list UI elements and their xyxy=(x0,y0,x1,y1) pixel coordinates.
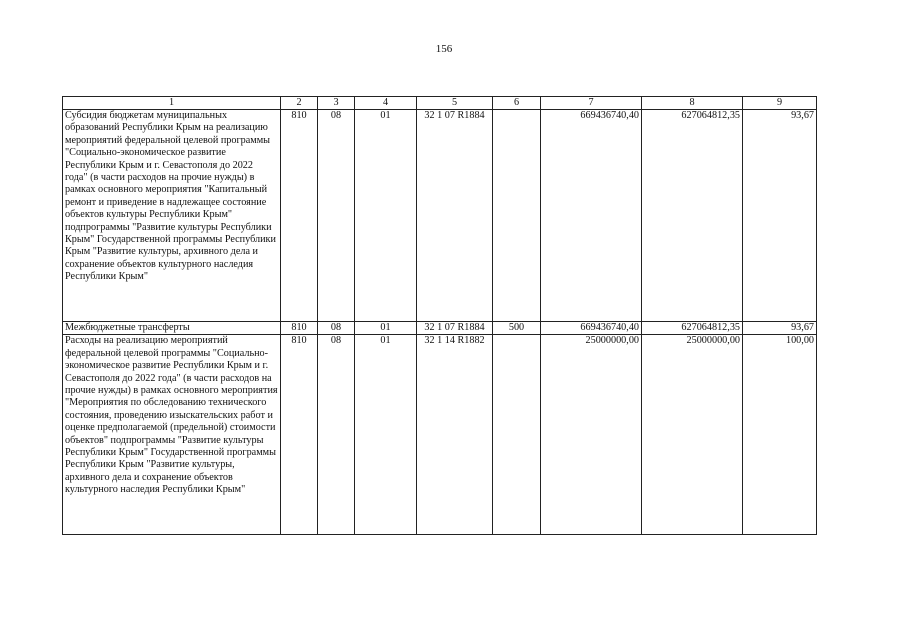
cell-target-article: 32 1 07 R1884 xyxy=(417,110,493,322)
cell-subsection: 01 xyxy=(355,335,417,535)
cell-ministry: 810 xyxy=(281,110,318,322)
col-header-6: 6 xyxy=(493,97,541,110)
row-name: Межбюджетные трансферты xyxy=(63,322,281,335)
cell-col8: 627064812,35 xyxy=(642,110,743,322)
cell-col8: 25000000,00 xyxy=(642,335,743,535)
col-header-9: 9 xyxy=(743,97,817,110)
table-row xyxy=(63,322,817,335)
cell-ministry: 810 xyxy=(281,335,318,535)
cell-percent: 93,67 xyxy=(743,322,817,335)
col-header-8: 8 xyxy=(642,97,743,110)
cell-percent: 100,00 xyxy=(743,335,817,535)
table-row xyxy=(63,335,817,535)
cell-col7: 669436740,40 xyxy=(541,322,642,335)
page-number: 156 xyxy=(435,43,453,55)
cell-col7: 25000000,00 xyxy=(541,335,642,535)
cell-expense-type xyxy=(493,335,541,535)
header-row xyxy=(63,97,817,110)
row-name: Расходы на реализацию мероприятий федеральной целевой программы "Социально-экономическое развитие Республики Крым и г. Севастополя до 2022 года" (в части расходов на прочие нужды) в рамках основного мероприятия "Мероприятия по обследованию технического состояния, проведению изыскательских работ и оценке предполагаемой (предельной) стоимости объектов" подпрограммы "Развитие культуры Республики Крым" Государственной программы Республики Крым "Развитие культуры, архивного дела и сохранение объектов культурного наследия Республики Крым" xyxy=(63,335,281,535)
col-header-3: 3 xyxy=(318,97,355,110)
table-row xyxy=(63,110,817,322)
cell-section: 08 xyxy=(318,335,355,535)
cell-expense-type xyxy=(493,110,541,322)
col-header-4: 4 xyxy=(355,97,417,110)
col-header-1: 1 xyxy=(63,97,281,110)
col-header-7: 7 xyxy=(541,97,642,110)
budget-table xyxy=(62,96,817,535)
cell-target-article: 32 1 07 R1884 xyxy=(417,322,493,335)
cell-section: 08 xyxy=(318,110,355,322)
cell-ministry: 810 xyxy=(281,322,318,335)
cell-target-article: 32 1 14 R1882 xyxy=(417,335,493,535)
col-header-2: 2 xyxy=(281,97,318,110)
cell-section: 08 xyxy=(318,322,355,335)
col-header-5: 5 xyxy=(417,97,493,110)
cell-percent: 93,67 xyxy=(743,110,817,322)
cell-col7: 669436740,40 xyxy=(541,110,642,322)
row-name: Субсидия бюджетам муниципальных образований Республики Крым на реализацию мероприятий федеральной целевой программы "Социально-экономическое развитие Республики Крым и г. Севастополя до 2022 года" (в части расходов на прочие нужды) в рамках основного мероприятия "Капитальный ремонт и приведение в надлежащее состояние объектов культуры Республики Крым" подпрограммы "Развитие культуры Республики Крым" Государственной программы Республики Крым "Развитие культуры, архивного дела и сохранение объектов культурного наследия Республики Крым" xyxy=(63,110,281,322)
cell-subsection: 01 xyxy=(355,110,417,322)
cell-subsection: 01 xyxy=(355,322,417,335)
cell-col8: 627064812,35 xyxy=(642,322,743,335)
cell-expense-type: 500 xyxy=(493,322,541,335)
